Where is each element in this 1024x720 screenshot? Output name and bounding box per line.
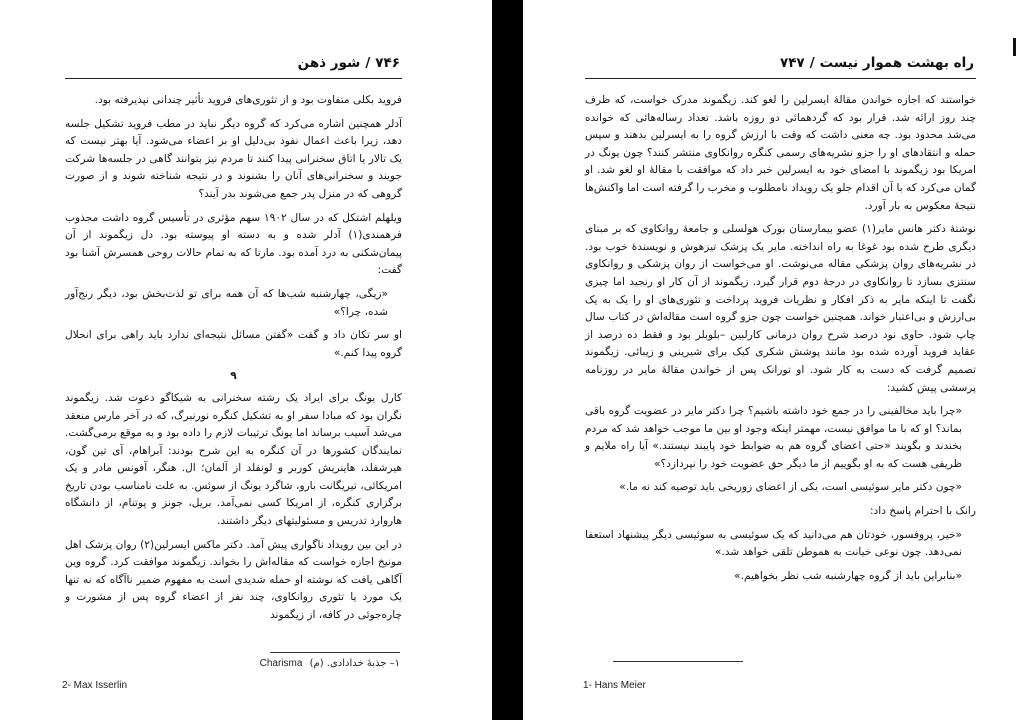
header-rule	[65, 78, 402, 79]
footnote-2: 2- Max Isserlin	[62, 680, 128, 691]
header-separator: /	[809, 55, 815, 71]
paragraph: در این بین رویداد ناگواری پیش آمد. دکتر ماکس ایسرلین(۲) روان پزشک اهل مونیخ اجازه خواست که مقاله‌اش را بخواند. زیگموند موافقت کرد. گروه وین آگاهی یافت که نوشته او حمله شدیدی است به مفهوم ضمیر ناآگاه که نه تنها یک مورد یا تئوری روانکاوی، چند نفر از اعضاء گروه پس از مشورت و چاره‌جوئی در کافه، از زیگموند	[65, 538, 402, 622]
quote-paragraph: «خیر، پروفسور، خودتان هم می‌دانید که یک سوئیسی به سوئیسی دیگر پیشنهاد استعفا نمی‌دهد. چون نوعی خیانت به هموطن تلقی خواهد شد.»	[585, 528, 962, 559]
page-number: ۷۴۶	[375, 55, 400, 71]
running-title: راه بهشت هموار نیست	[819, 55, 974, 71]
footnote-1: 1- Hans Meier	[583, 680, 646, 691]
footnote-1-rtl: ۱– جذبهٔ خدادادی. (م)	[309, 658, 400, 669]
paragraph: کارل یونگ برای ایراد یک رشته سخنرانی به شیکاگو دعوت شد. زیگموند نگران بود که مبادا سفر او به تشکیل کنگره نورنبرگ، که در آخر مارس منعقد می‌شد آسیب برساند اما یونگ ترتیبات لازم را داده بود و به موقع برمی‌گشت. نمایندگان کشورها در آن کنگره به این شرح بودند: آبراهام، آی تین گون، هیرشفلد، هاینریش کوربر و لونفلد از آلمان؛ ال. هنگر، آفونس مادر و یک امریکائی، تیریگانت بارو، شاگرد یونگ از سوئس. به علت نامناسب بودن تاریخ برگزاری کنگره، از امریکا کسی نمی‌آمد. بریل، جونز و پوتنام، از دانشگاه هاروارد تدریس و مسئولیتهای دیگر داشتند.	[65, 391, 402, 528]
right-page-header	[780, 52, 974, 74]
page-number: ۷۴۷	[779, 55, 805, 71]
section-number: ۹	[230, 370, 237, 383]
paragraph: فروید بکلی متفاوت بود و از تئوری‌های فروید تأثیر چندانی نپذیرفته بود.	[94, 94, 402, 106]
left-page-body	[65, 92, 402, 631]
header-separator: /	[365, 55, 371, 71]
paragraph: آدلر همچنین اشاره می‌کرد که گروه دیگر نباید در مطب فروید تشکیل جلسه دهد، زیرا باعث اعمال نفوذ بی‌دلیل او بر اعضاء می‌شود. آیا بهتر نیست که یک تالار یا اتاق سخنرانی پیدا کنند تا مردم نیز بتوانند گاهی در جلسه‌ها شرکت جویند و سخنرانی‌های آنان را بشنوند و در نتیجه شناخته شوند و از صورت گروهی که در منزل پدر جمع می‌شوند بدر آیند؟	[65, 117, 402, 200]
footnote-rule	[270, 652, 400, 653]
paragraph: او سر تکان داد و گفت «گفتن مسائل نتیجه‌ای ندارد باید راهی برای انحلال گروه پیدا کنم.»	[65, 329, 402, 359]
paragraph: ویلهلم اشتکل که در سال ۱۹۰۲ سهم مؤثری در تأسیس گروه داشت مجذوب فرهمندی(۱) آدلر شده و به دسته او پیوسته بود. دل زیگموند از آن پیمان‌شکنی به درد آمده بود. مارتا که به تمام حالات روحی همسرش آشنا بود گفت:	[65, 211, 402, 277]
paragraph: رانک با احترام پاسخ داد:	[869, 505, 976, 518]
running-title: شور ذهن	[297, 55, 361, 71]
footnote-1	[260, 658, 400, 669]
right-page-body	[585, 92, 976, 591]
left-page-header	[298, 52, 400, 74]
quote-paragraph: «چون دکتر مایر سوئیسی است، یکی از اعضای زوریخی باید توصیه کند نه ما.»	[619, 481, 962, 494]
right-page	[523, 0, 1024, 720]
paragraph: خواستند که اجازه خواندن مقالهٔ ایسرلین را لغو کند. زیگموند مدرک خواست، که ظرف چند روز ارائه شد. قرار بود که گردهمائی دو روزه باشد. تعداد رساله‌هائی که خوانده می‌شد محدود بود. چه معنی داشت که وقت با ارزش گروه را به ایسرلین بدهند و سپس حمله و انتقادهای او را جزو نشریه‌های رسمی کنگره روانکاوی منتشر کنند؟ چون یونگ در امریکا بود زیگموند با امضای خود به ایسرلین خبر داد که موافقت با مقالهٔ او لغو شد. او گمان می‌کرد که با آن اقدام جلو یک رویداد نامطلوب و مخرب را گرفته است اما واکنش‌ها نتیجهٔ معکوس به بار آورد.	[585, 94, 976, 212]
footnote-1-ltr: Charisma	[259, 658, 303, 669]
quote-paragraph: «چرا باید مخالفینی را در جمع خود داشته باشیم؟ چرا دکتر مایر در عضویت گروه باقی بماند؟ او که با ما موافق نیست، مهمتر اینکه وجود او بین ما موجب خواهد شد که مردم بخندند و بگویند «حتی اعضای گروه هم به ضوابط خود پایبند نیستند.» آیا راه ملایم و ظریفی هست که به او بگوییم از ما دیگر حق عضویت خود را نپردازد؟»	[585, 405, 962, 470]
paragraph: نوشتهٔ دکتر هانس مایر(۱) عضو بیمارستان بورک هولسلی و جامعهٔ روانکاوی که بر مبنای دیگری طرح شده بود غوغا به راه انداخته. مایر یک پزشک تیزهوش و نویسندهٔ خوب بود. در نشریه‌های روان پزشکی مقاله می‌نوشت. او می‌خواست از روان پزشکی و روانکاوی سنتزی بسازد تا روانکاوی در درجهٔ دوم قرار گیرد. زیگموند از آن کار او رنجید اما چیزی نگفت تا اینکه مایر به ذکر افکار و نظریات فروید پرداخت و تئوری‌های او را یک به یک بی‌ارزش و بی‌اعتبار خواند. همچنین خواست چون جزو گروه است مقاله‌اش در کتاب سال چاپ شود. حاوی نود درصد شرح روان درمانی کارلبین –بلوبلر بود و فقط ده درصد از عقاید فروید آورده شده بود مانند پوشش شکری کیک برای شیرینی و زیبائی. زیگموند تصمیم گرفت که دست به کار شود. او تورانک پس از خواندن مقالهٔ مایر در روزنامه پرسشی پیش کشید:	[585, 223, 976, 394]
page-edge-mark	[1013, 38, 1016, 56]
left-page	[0, 0, 492, 720]
quote-paragraph: «بنابراین باید از گروه چهارشنبه شب نظر بخواهیم.»	[734, 569, 962, 582]
quote-paragraph: «زیگی، چهارشنبه شب‌ها که آن همه برای تو لذت‌بخش بود، دیگر رنج‌آور شده، چرا؟»	[65, 287, 388, 318]
footnote-rule	[613, 661, 743, 662]
header-rule	[585, 78, 976, 79]
